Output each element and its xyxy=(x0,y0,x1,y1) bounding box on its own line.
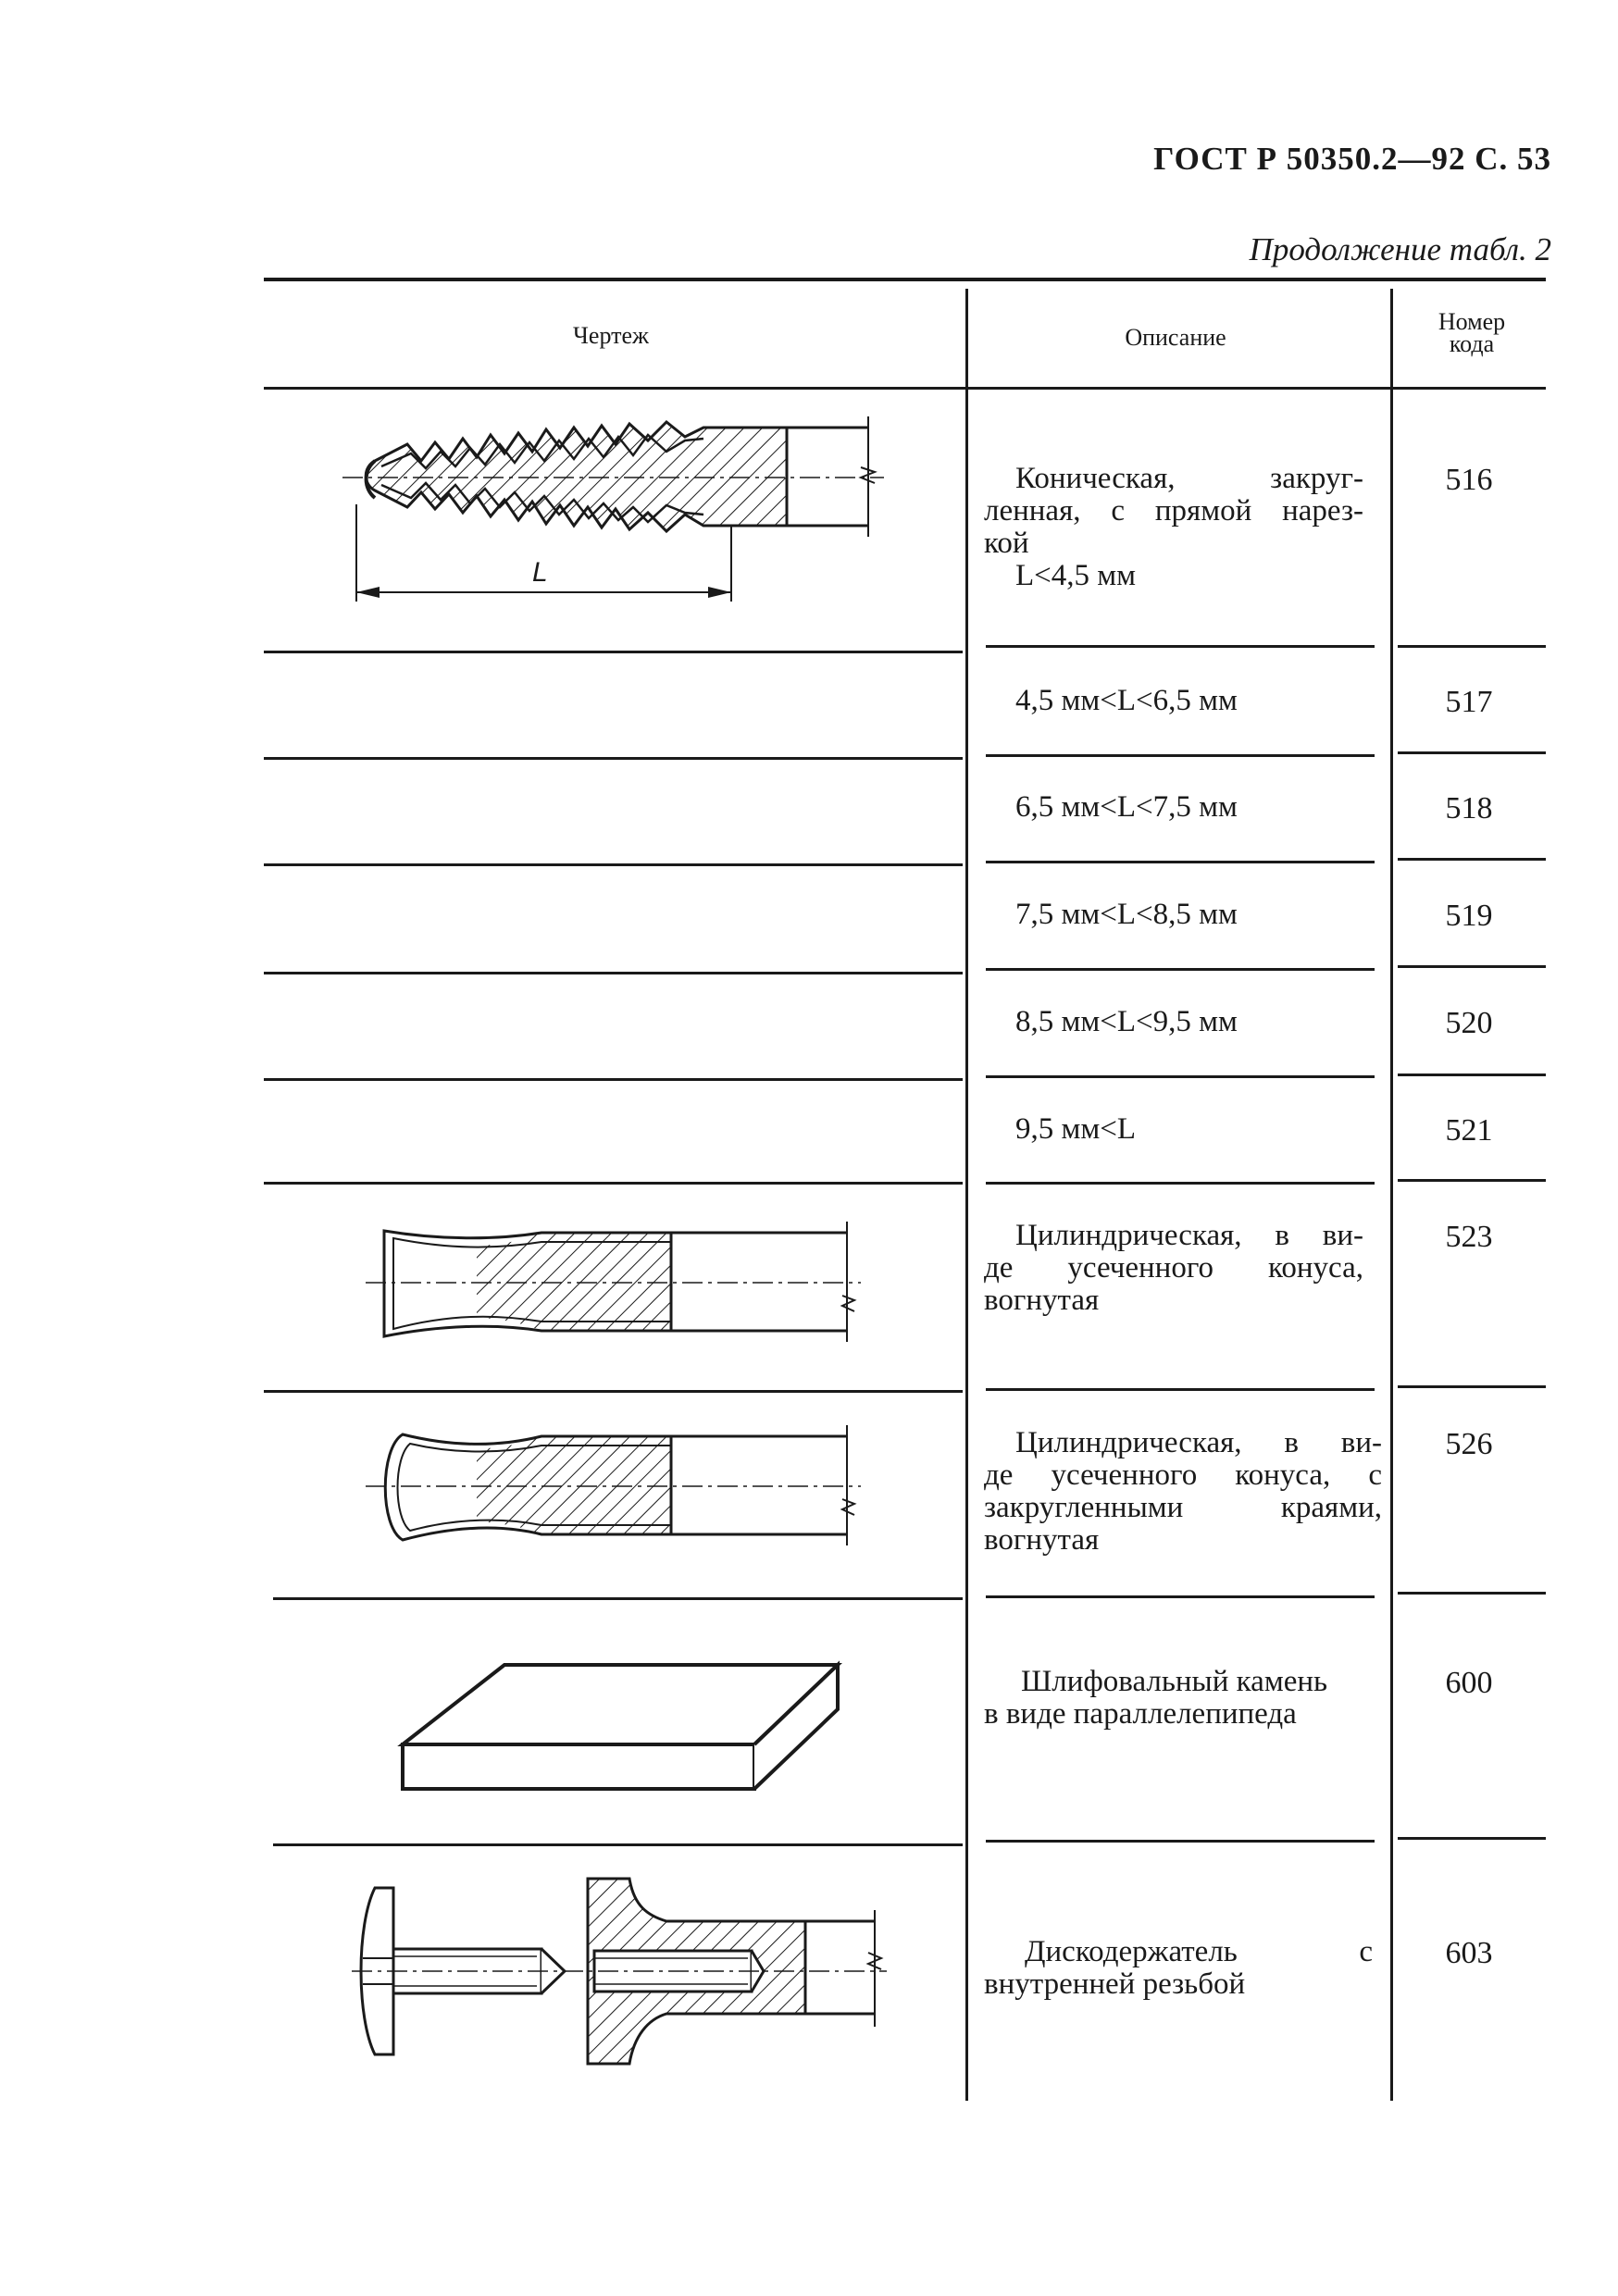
description-line: закругленными краями, xyxy=(984,1491,1382,1524)
row-separator xyxy=(273,1843,963,1846)
column-divider-1 xyxy=(965,289,968,2101)
row-separator xyxy=(1398,751,1546,754)
row-separator xyxy=(986,1182,1375,1185)
row-separator xyxy=(1398,1592,1546,1595)
description-cell: 7,5 мм<L<8,5 мм xyxy=(1015,898,1238,931)
description-line: кой xyxy=(984,527,1029,560)
code-cell: 603 xyxy=(1445,1936,1493,1970)
description-cell xyxy=(984,1427,1382,1557)
drawing-parallelepiped-stone xyxy=(393,1652,856,1818)
table-top-rule xyxy=(264,278,1546,281)
row-separator xyxy=(1398,965,1546,968)
column-header-code-text: Номер кода xyxy=(1438,308,1506,357)
row-separator xyxy=(264,1182,963,1185)
description-line: Шлифовальный камень xyxy=(1021,1665,1328,1698)
row-separator xyxy=(264,1078,963,1081)
row-separator xyxy=(986,1595,1375,1598)
description-line: де усеченного конуса, xyxy=(984,1251,1363,1285)
code-cell: 521 xyxy=(1445,1113,1493,1148)
row-separator xyxy=(1398,1179,1546,1182)
row-separator xyxy=(264,1390,963,1393)
description-line: Цилиндрическая, в ви- xyxy=(1015,1426,1382,1459)
page-header: ГОСТ Р 50350.2—92 С. 53 xyxy=(1153,141,1551,177)
description-cell xyxy=(984,463,1363,592)
description-cell xyxy=(984,1666,1382,1731)
column-divider-2 xyxy=(1390,289,1393,2101)
row-separator xyxy=(1398,858,1546,861)
description-cell: 8,5 мм<L<9,5 мм xyxy=(1015,1005,1238,1038)
description-line: ленная, с прямой нарез- xyxy=(984,494,1363,527)
description-cell: 9,5 мм<L xyxy=(1015,1112,1137,1146)
code-cell: 526 xyxy=(1445,1427,1493,1461)
row-separator xyxy=(986,1840,1375,1843)
drawing-disc-holder xyxy=(352,1869,889,2091)
drawing-conical-rounded-bur xyxy=(333,416,889,629)
description-line: внутренней резьбой xyxy=(984,1967,1246,2001)
description-line: в виде параллелепипеда xyxy=(984,1697,1297,1731)
row-separator xyxy=(986,1388,1375,1391)
row-separator xyxy=(273,1597,963,1600)
code-cell: 519 xyxy=(1445,899,1493,933)
code-cell: 520 xyxy=(1445,1006,1493,1040)
row-separator xyxy=(1398,1074,1546,1076)
code-cell: 523 xyxy=(1445,1220,1493,1254)
description-cell: 4,5 мм<L<6,5 мм xyxy=(1015,684,1238,717)
row-separator xyxy=(264,863,963,866)
dimension-label: L xyxy=(532,557,548,588)
row-separator xyxy=(986,754,1375,757)
row-separator xyxy=(986,645,1375,648)
description-line: Дискодержатель с xyxy=(1025,1935,1373,1968)
row-separator xyxy=(264,757,963,760)
description-line: L<4,5 мм xyxy=(1015,559,1137,592)
description-line: Коническая, закруг- xyxy=(1015,462,1363,495)
description-line: вогнутая xyxy=(984,1523,1100,1557)
code-cell: 518 xyxy=(1445,791,1493,825)
table-head-rule xyxy=(264,387,1546,390)
description-line: де усеченного конуса, с xyxy=(984,1458,1382,1492)
code-cell: 516 xyxy=(1445,463,1493,497)
table-continuation-note: Продолжение табл. 2 xyxy=(1249,231,1551,267)
column-header-code xyxy=(1398,308,1546,357)
description-cell: 6,5 мм<L<7,5 мм xyxy=(1015,790,1238,824)
row-separator xyxy=(986,1075,1375,1078)
description-cell xyxy=(984,1220,1363,1317)
code-cell: 517 xyxy=(1445,685,1493,719)
row-separator xyxy=(1398,1837,1546,1840)
description-line: вогнутая xyxy=(984,1284,1100,1317)
row-separator xyxy=(1398,1385,1546,1388)
drawing-rounded-truncated-cone xyxy=(366,1425,884,1555)
column-header-drawing: Чертеж xyxy=(573,322,649,349)
drawing-concave-truncated-cone xyxy=(366,1222,884,1351)
row-separator xyxy=(264,972,963,974)
column-header-description: Описание xyxy=(1125,324,1226,351)
description-cell xyxy=(984,1936,1373,2001)
description-line: Цилиндрическая, в ви- xyxy=(1015,1219,1363,1252)
row-separator xyxy=(264,651,963,653)
row-separator xyxy=(1398,645,1546,648)
row-separator xyxy=(986,861,1375,863)
row-separator xyxy=(986,968,1375,971)
code-cell: 600 xyxy=(1445,1666,1493,1700)
